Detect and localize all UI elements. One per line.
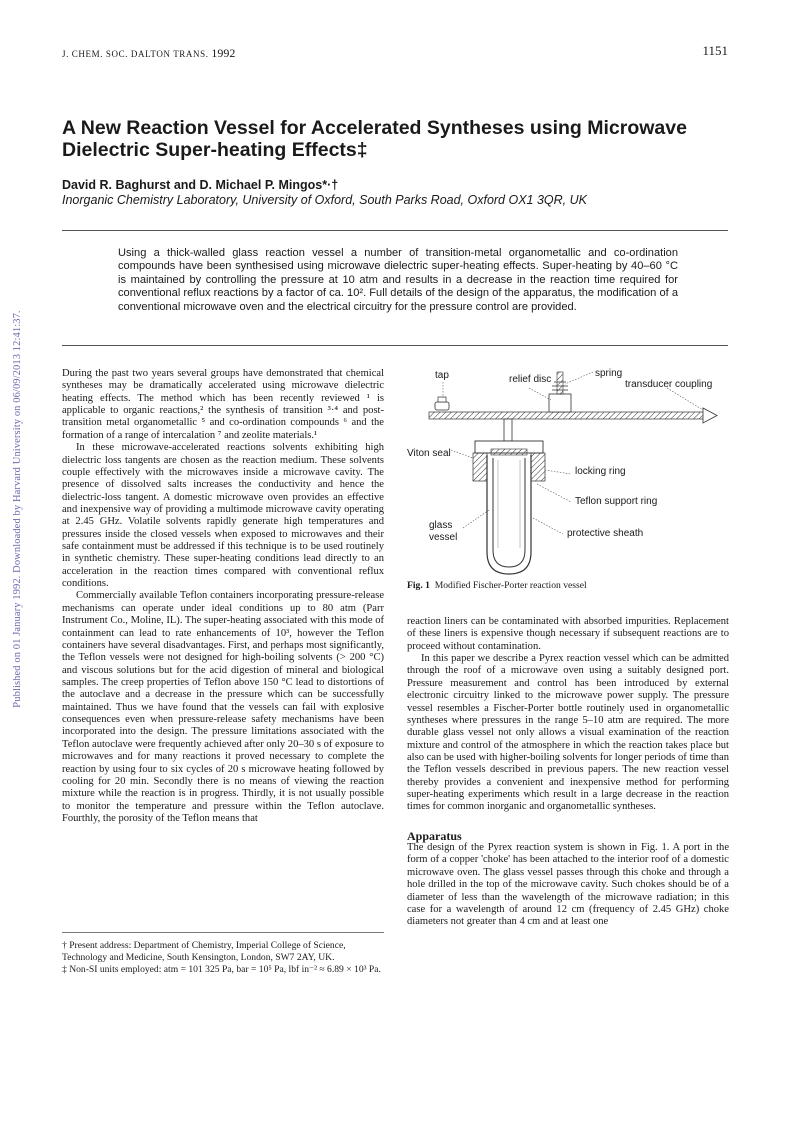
paragraph: In these microwave-accelerated reactions solvents exhibiting high dielectric loss tangents are chosen as the reaction medium. These solvents couple effectively with the microwaves inside a microwave cavity. The presence of dissolved salts increases the conductivity and hence the dielectric-loss tangent. A domestic microwave oven provides an effective and inexpensive way of providing a multimode microwave cavity operating at 2.45 GHz. Volatile solvents rapidly generate high temperatures and pressures inside the closed vessels when exposed to microwaves and their safe containment must be addressed if this technique is to be used routinely in synthetic chemistry. These super-heating conditions lead directly to an acceleration in the reaction times compared with conventional reflux conditions. [62,442,384,590]
article-title: A New Reaction Vessel for Accelerated Syntheses using Microwave Dielectric Super-heating Effects‡ [62,117,687,161]
locking-ring-icon [473,453,487,481]
figure-caption-text: Modified Fischer-Porter reaction vessel [434,580,587,591]
tap-icon [435,402,449,410]
affiliation: Inorganic Chemistry Laboratory, University of Oxford, South Parks Road, Oxford OX1 3QR, UK [62,193,587,207]
paragraph: The design of the Pyrex reaction system is shown in Fig. 1. A port in the form of a copper 'choke' has been attached to the interior roof of a domestic microwave oven. The glass vessel passes through this choke and through a hole drilled in the top of the microwave cavity. Such chokes should be of a diameter of less than the wavelength of the microwave radiation; in this case for a wavelength of around 12 cm (frequency of 2.45 GHz) choke diameters not greater than 4 cm and at least one [407,842,729,928]
journal-name: J. CHEM. SOC. DALTON TRANS. [62,49,209,59]
viton-seal-icon [491,449,527,455]
label-relief-disc: relief disc [509,374,552,385]
label-teflon-support-ring: Teflon support ring [575,496,658,507]
label-spring: spring [595,368,623,379]
journal-year: 1992 [211,46,236,60]
abstract: Using a thick-walled glass reaction vessel a number of transition-metal organometallic and co-ordination compounds have been synthesised using microwave dielectric super-heating effects. Super-heating by 40–60 °C is maintained by controlling the pressure at 10 atm and results in a decrease in the reaction time required for conventional reflux reactions by a factor of ca. 10². Full details of the design of the apparatus, the modification of a conventional microwave oven and the electrical circuitry for the pressure control are provided. [118,247,678,313]
label-viton-seal: Viton seal [407,448,451,459]
label-protective-sheath: protective sheath [567,528,644,539]
paragraph: During the past two years several groups have demonstrated that chemical syntheses may be dramatically accelerated using microwave dielectric heating effects. The method which has been recently reviewed ¹ is applicable to organic reactions,² the synthesis of transition ³·⁴ and post-transition metal organometallic ⁵ and co-ordination compounds ⁶ and the formation of a range of intercalation ⁷ and zeolite materials.¹ [62,368,384,441]
body-column-left [62,368,384,825]
rule-above-abstract [62,230,728,231]
figure-caption-label: Fig. 1 [407,580,430,591]
rule-below-abstract [62,345,728,346]
footnote-rule [62,932,384,933]
gas-line [429,412,707,419]
figure-1-diagram [407,360,737,580]
label-tap: tap [435,370,449,381]
body-column-right [407,616,729,929]
footnote: † Present address: Department of Chemistry, Imperial College of Science, Technology and Medicine, South Kensington, London, SW7 2AY, UK. [62,940,346,963]
author-list: David R. Baghurst and D. Michael P. Mingos*·† [62,178,339,192]
label-vessel: vessel [429,532,458,543]
relief-valve-icon [549,394,571,412]
paragraph: reaction liners can be contaminated with absorbed impurities. Replacement of these liners is expensive though necessary if subsequent reactions are to proceed without contamination. [407,616,729,652]
footnotes [62,940,384,975]
label-glass: glass [429,520,453,531]
page-number: 1151 [702,43,728,58]
paragraph: In this paper we describe a Pyrex reaction vessel which can be admitted through the roof of a microwave oven using a suitably designed port. Pressure measurement and control has been introduced by external electronic circuitry linked to the microwave power supply. The pressure vessel resembles a Fischer-Porter bottle routinely used in organometallic syntheses where pressures in the range 5–10 atm are required. The more durable glass vessel not only allows a visual examination of the reaction mixture and control of the atmosphere in which the reaction takes place but also can be used with higher-boiling solvents for longer periods of time than the Teflon vessels described in previous papers. The new reaction vessel thereby provides a convenient and inexpensive method for performing super-heating experiments which result in a large decrease in the reaction times for common inorganic and organometallic syntheses. [407,653,729,813]
label-locking-ring: locking ring [575,466,626,477]
provenance-watermark: Published on 01 January 1992. Downloaded by Harvard University on 06/09/2013 12:41:37. [12,310,23,708]
figure-caption [407,580,587,591]
label-transducer-coupling: transducer coupling [625,379,713,390]
paragraph: Commercially available Teflon containers incorporating pressure-release mechanisms can operate under ideal conditions up to 80 atm (Parr Instrument Co., Moline, IL). The super-heating associated with this mode of containment can lead to rate enhancements of 10³, however the Teflon containers have several disadvantages. First, and perhaps most significantly, the Teflon vessels were not designed for high-boiling solvents (> 200 °C) and viscous solutions but for the acid digestion of mineral and biological samples. The creep properties of Teflon above 150 °C lead to distortions of the autoclave and a decrease in the pressure which can be successfully maintained. Thus we have found that the vessels can fail with explosive consequences even when pressure-release safety mechanisms have been incorporated into the design. The pressure limitations associated with the Teflon autoclave were frequently achieved after only 20–30 s of exposure to microwaves and for many reactions it proved necessary to complete the reaction by using four to six cycles of 20 s microwave heating followed by cooling for 20 min. Secondly there is no means of viewing the reaction mixture while the reaction is in progress. Thirdly, it is not usually possible to monitor the temperature and pressure within the Teflon autoclave. Fourthly, the porosity of the Teflon means that [62,590,384,824]
transducer-arrow-icon [703,408,717,423]
footnote: ‡ Non-SI units employed: atm = 101 325 Pa, bar = 10⁵ Pa, lbf in⁻² ≈ 6.89 × 10³ Pa. [62,963,381,975]
section-heading-apparatus: Apparatus [407,828,462,843]
running-head [62,46,235,61]
